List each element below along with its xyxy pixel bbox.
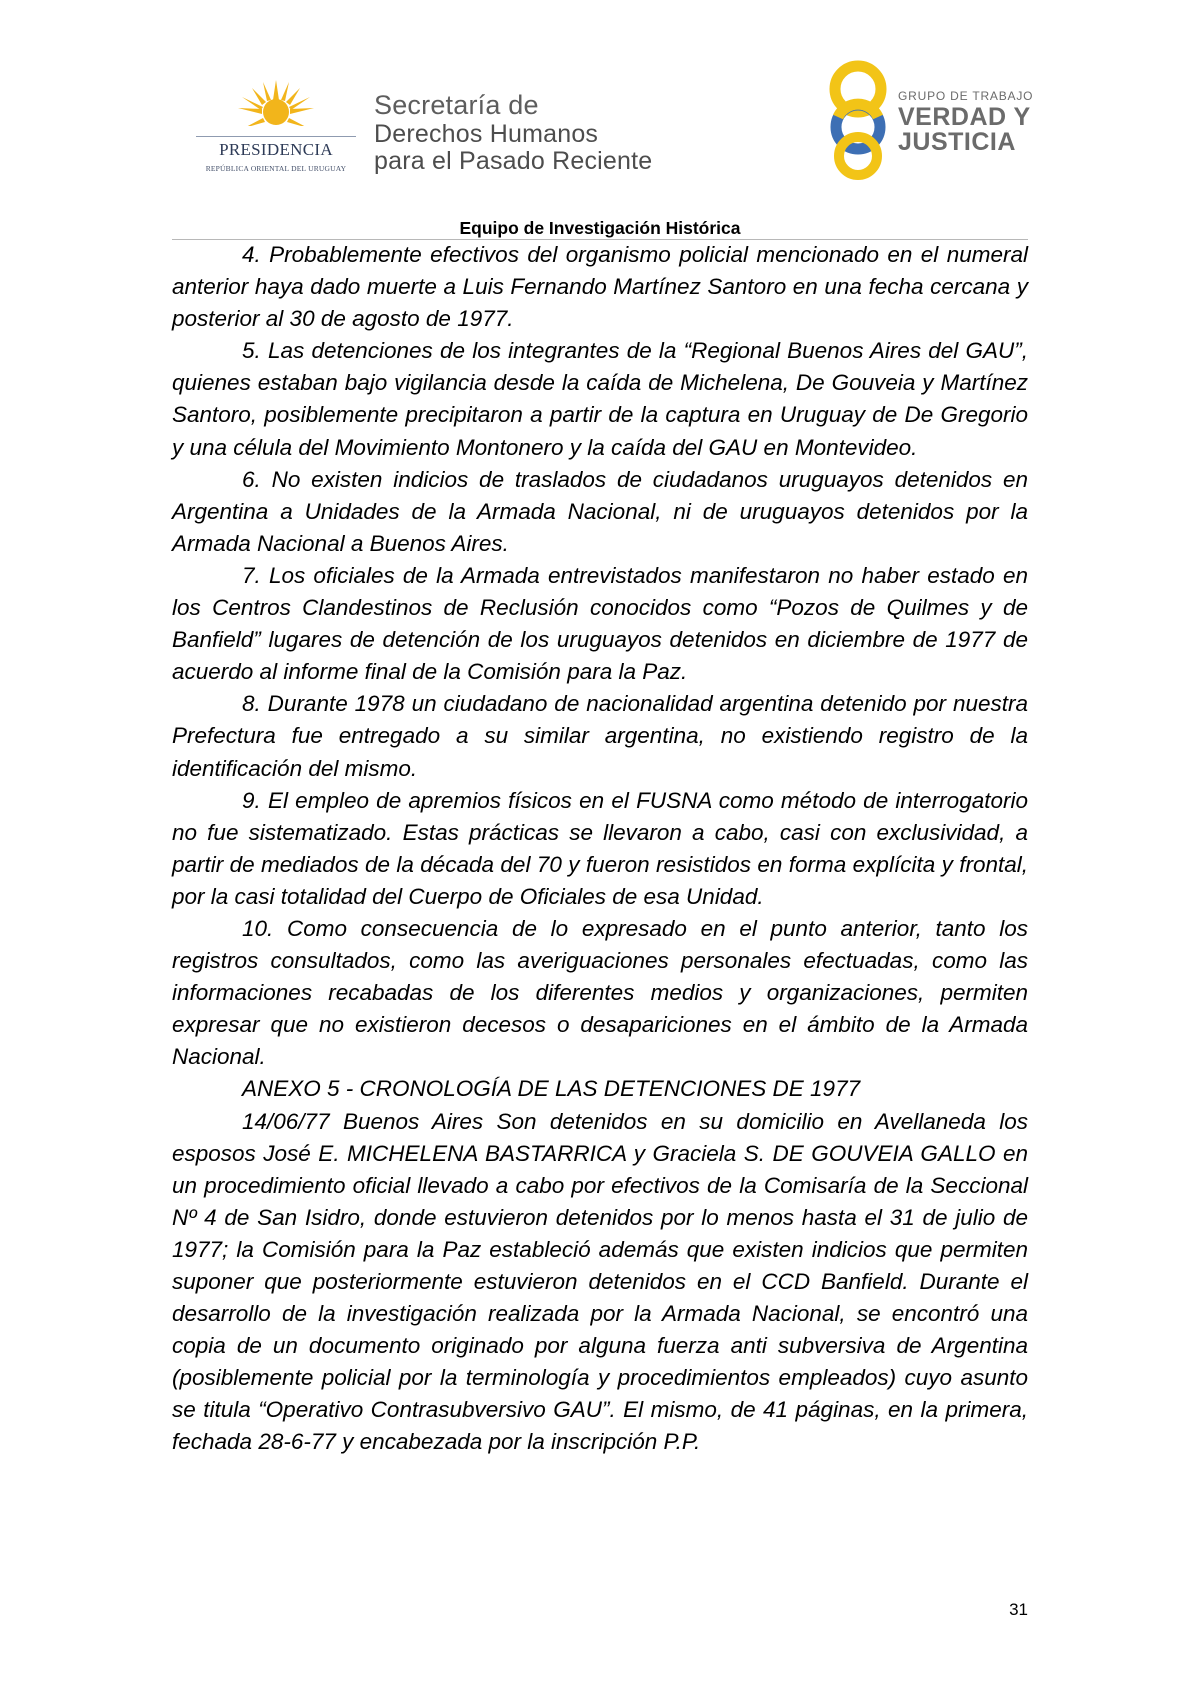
verdad-justicia-title-1: VERDAD Y [898,103,1031,131]
paragraph-10: 10. Como consecuencia de lo expresado en el punto anterior, tanto los registros consultados, como las averiguaciones personales efectuadas, como las informaciones recabadas de los diferentes medios y organizaciones, permiten expresar que no existieron decesos o desapariciones en el ámbito de la Armada Nacional. [172,915,1028,1070]
presidencia-word: PRESIDENCIA [219,140,333,159]
verdad-justicia-logo [826,55,1034,180]
secretaria-line-3: para el Pasado Reciente [374,147,653,175]
verdad-justicia-title-2: JUSTICIA [898,128,1016,156]
sun-icon [234,78,318,138]
paragraph-9: 9. El empleo de apremios físicos en el FUSNA como método de interrogatorio no fue sistematizado. Estas prácticas se llevaron a cabo, casi con exclusividad, a partir de mediados de la década del 70 y fueron resistidos en forma explícita y frontal, por la casi totalidad del Cuerpo de Oficiales de esa Unidad. [172,787,1028,909]
paragraph-6: 6. No existen indicios de traslados de ciudadanos uruguayos detenidos en Argentina a Unidades de la Armada Nacional, ni de uruguayos detenidos por la Armada Nacional a Buenos Aires. [172,466,1028,556]
document-body [172,239,1028,1459]
annex-heading: ANEXO 5 - CRONOLOGÍA DE LAS DETENCIONES DE 1977 [242,1076,861,1102]
verdad-justicia-small: GRUPO DE TRABAJO [898,89,1034,103]
linked-rings-icon [826,55,896,180]
secretaria-line-1: Secretaría de [374,90,539,120]
presidencia-logo [196,78,356,184]
paragraph-chronology: 14/06/77 Buenos Aires Son detenidos en su domicilio en Avellaneda los esposos José E. MICHELENA BASTARRICA y Graciela S. DE GOUVEIA GALLO en un procedimiento oficial llevado a cabo por efectivos de la Comisaría de la Seccional Nº 4 de San Isidro, donde estuvieron detenidos por lo menos hasta el 31 de julio de 1977; la Comisión para la Paz estableció además que existen indicios que permiten suponer que posteriormente estuvieron detenidos en el CCD Banfield. Durante el desarrollo de la investigación realizada por la Armada Nacional, se encontró una copia de un documento originado por alguna fuerza anti subversiva de Argentina (posiblemente policial por la terminología y procedimientos empleados) cuyo asunto se titula “Operativo Contrasubversivo GAU”. El mismo, de 41 páginas, en la primera, fechada 28-6-77 y encabezada por la inscripción P.P. [172,1108,1028,1455]
paragraph-8: 8. Durante 1978 un ciudadano de nacionalidad argentina detenido por nuestra Prefectura fue entregado a su similar argentina, no existiendo registro de la identificación del mismo. [172,691,1028,781]
secretaria-line-2: Derechos Humanos [374,120,599,148]
paragraph-7: 7. Los oficiales de la Armada entrevistados manifestaron no haber estado en los Centros Clandestinos de Reclusión conocidos como “Pozos de Quilmes y de Banfield” lugares de detención de los uruguayos detenidos en diciembre de 1977 de acuerdo al informe final de la Comisión para la Paz. [172,562,1028,685]
paragraph-5: 5. Las detenciones de los integrantes de la “Regional Buenos Aires del GAU”, quienes estaban bajo vigilancia desde la caída de Michelena, De Gouveia y Martínez Santoro, posiblemente precipitaron a partir de la captura en Uruguay de De Gregorio y una célula del Movimiento Montonero y la caída del GAU en Montevideo. [172,338,1028,460]
team-heading: Equipo de Investigación Histórica [459,218,741,238]
page-number: 31 [1009,1600,1028,1619]
secretaria-logo [374,90,652,175]
presidencia-subtitle: REPÚBLICA ORIENTAL DEL URUGUAY [205,164,347,173]
paragraph-4: 4. Probablemente efectivos del organismo policial mencionado en el numeral anterior haya dado muerte a Luis Fernando Martínez Santoro en una fecha cercana y posterior al 30 de agosto de 1977. [172,242,1028,332]
presidencia-rule [196,136,356,137]
